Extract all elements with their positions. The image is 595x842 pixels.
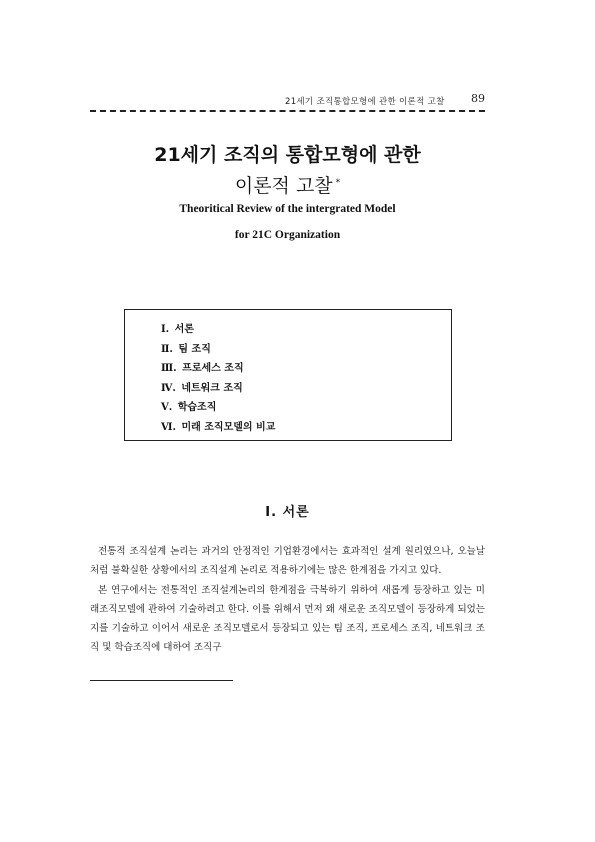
toc-item — [161, 418, 275, 438]
toc-item-label: 학습조직 — [177, 402, 217, 413]
toc-item-number: Ⅰ. — [161, 324, 170, 335]
toc-item-label: 프로세스 조직 — [182, 363, 244, 374]
toc-item — [161, 379, 275, 399]
toc-item-number: Ⅱ. — [161, 343, 173, 355]
toc-item-number: Ⅲ. — [161, 363, 177, 374]
toc-item — [161, 359, 275, 379]
running-title: 21세기 조직통합모형에 관한 이론적 고찰 — [285, 97, 445, 107]
toc-item-number: Ⅵ. — [161, 421, 176, 433]
table-of-contents — [124, 309, 452, 441]
header-divider — [90, 110, 485, 112]
toc-item — [161, 340, 275, 360]
page-number: 89 — [471, 92, 485, 105]
title-korean-line1: 21세기 조직의 통합모형에 관한 — [154, 144, 421, 166]
title-korean-line2 — [90, 171, 485, 198]
toc-item-label: 미래 조직모델의 비교 — [181, 421, 276, 433]
toc-item-number: Ⅳ. — [161, 382, 176, 394]
title-english-line2: for 21C Organization — [234, 229, 341, 241]
toc-item-label: 팀 조직 — [178, 343, 211, 355]
toc-item-label: 서론 — [174, 324, 194, 335]
running-header — [285, 92, 485, 108]
toc-list — [161, 320, 275, 437]
title-korean-line2-text: 이론적 고찰 — [234, 175, 333, 197]
section-heading: Ⅰ. 서론 — [265, 505, 310, 520]
toc-item — [161, 320, 275, 340]
title-english-line1: Theoritical Review of the intergrated Model — [179, 203, 396, 215]
paragraph: 전통적 조직설계 논리는 과거의 안정적인 기업환경에서는 효과적인 설계 원리였으나, 오늘날 처럼 불확실한 상황에서의 조직설계 논리로 적용하기에는 많은 한계점을 가지고 있다. — [90, 546, 485, 577]
toc-item — [161, 398, 275, 418]
body-text — [90, 542, 485, 658]
toc-item-number: Ⅴ. — [161, 402, 173, 413]
footnote-marker[interactable]: * — [335, 177, 341, 188]
toc-item-label: 네트워크 조직 — [181, 382, 243, 394]
paragraph: 본 연구에서는 전통적인 조직설계논리의 한계점을 극복하기 위하여 새롭게 등장하고 있는 미래조직모델에 관하여 기술하려고 한다. 이를 위해서 먼저 왜 새로운 조직모델이 등장하게 되었는지를 기술하고 이어서 새로운 조직모델로서 등장되고 있는 팀 조직, 프로세스 조직, 네트워크 조직 및 학습조직에 대하여 조직구 — [90, 584, 485, 654]
footnote-divider — [90, 680, 233, 681]
